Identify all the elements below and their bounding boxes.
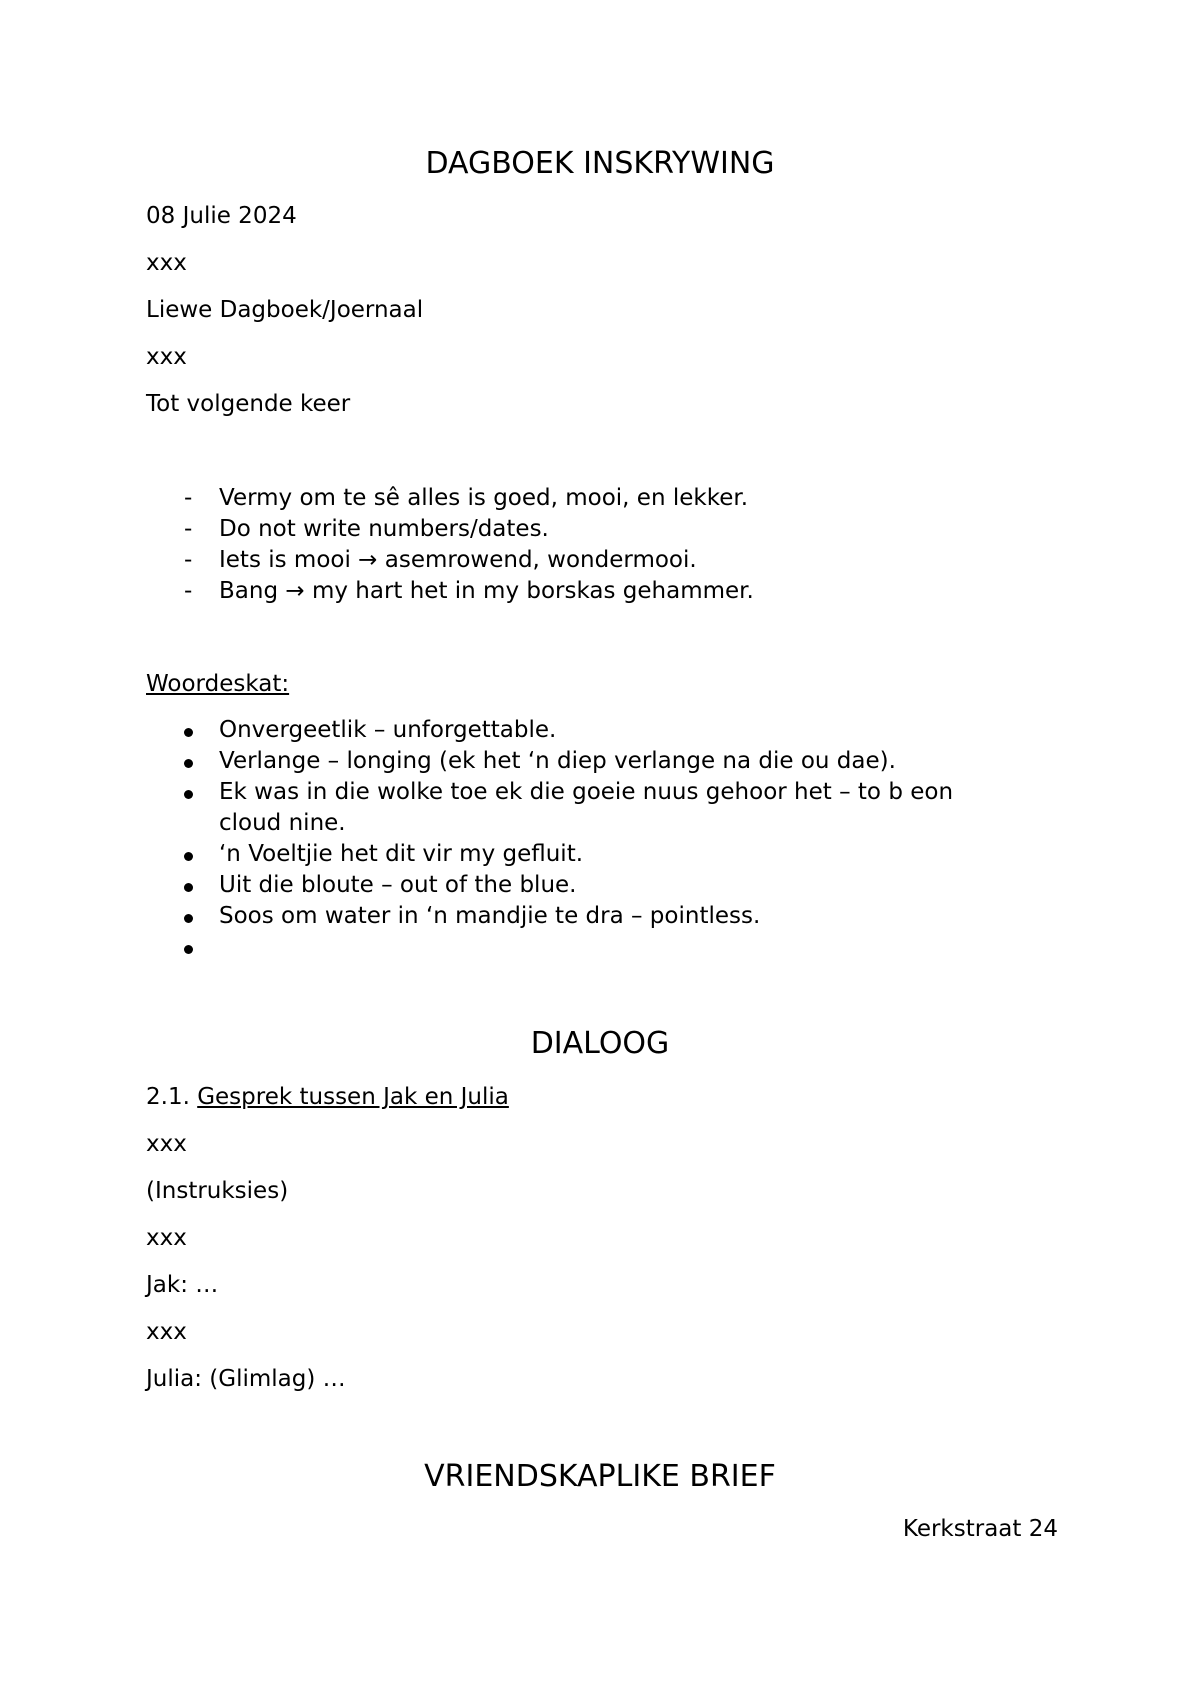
list-item: Bang → my hart het in my borskas gehammer. [219, 578, 754, 604]
letter-address-line: Kerkstraat 24 [902, 1516, 1058, 1542]
diary-closing: Tot volgende keer [146, 391, 351, 417]
list-item: Vermy om te sê alles is goed, mooi, en lekker. [219, 485, 748, 511]
list-item: Soos om water in ‘n mandjie te dra – pointless. [219, 903, 761, 929]
dash-marker: - [184, 485, 193, 511]
bullet-icon [184, 852, 193, 861]
section-number: 2.1. [146, 1084, 190, 1110]
diary-greeting: Liewe Dagboek/Joernaal [146, 297, 424, 323]
dialogue-line: Julia: (Glimlag) … [146, 1366, 346, 1392]
dash-marker: - [184, 547, 193, 573]
separator: xxx [146, 344, 187, 370]
dialogue-line: xxx [146, 1131, 187, 1157]
bullet-icon [184, 759, 193, 768]
dialogue-subheading [146, 1083, 509, 1111]
bullet-icon [184, 728, 193, 737]
dialogue-heading: DIALOOG [530, 1026, 670, 1061]
bullet-icon [184, 883, 193, 892]
list-item: Ek was in die wolke toe ek die goeie nuus gehoor het – to b eon [219, 779, 954, 805]
list-item: ‘n Voeltjie het dit vir my gefluit. [219, 841, 584, 867]
bullet-icon [184, 790, 193, 799]
vocab-heading: Woordeskat: [146, 671, 290, 697]
dialogue-line: xxx [146, 1319, 187, 1345]
list-item: Verlange – longing (ek het ‘n diep verlange na die ou dae). [219, 748, 896, 774]
dash-marker: - [184, 578, 193, 604]
list-item: Iets is mooi → asemrowend, wondermooi. [219, 547, 697, 573]
dialogue-line: (Instruksies) [146, 1178, 289, 1204]
list-item: Onvergeetlik – unforgettable. [219, 717, 557, 743]
letter-heading: VRIENDSKAPLIKE BRIEF [424, 1459, 776, 1494]
dialogue-line: xxx [146, 1225, 187, 1251]
diary-date: 08 Julie 2024 [146, 203, 297, 229]
bullet-icon [184, 914, 193, 923]
separator: xxx [146, 250, 187, 276]
dialogue-line: Jak: … [146, 1272, 219, 1298]
list-item-continuation: cloud nine. [219, 810, 346, 836]
dash-marker: - [184, 516, 193, 542]
bullet-icon [184, 945, 193, 954]
list-item: Do not write numbers/dates. [219, 516, 549, 542]
list-item: Uit die bloute – out of the blue. [219, 872, 577, 898]
diary-heading: DAGBOEK INSKRYWING [425, 146, 775, 181]
dialogue-title: Gesprek tussen Jak en Julia [197, 1084, 509, 1110]
